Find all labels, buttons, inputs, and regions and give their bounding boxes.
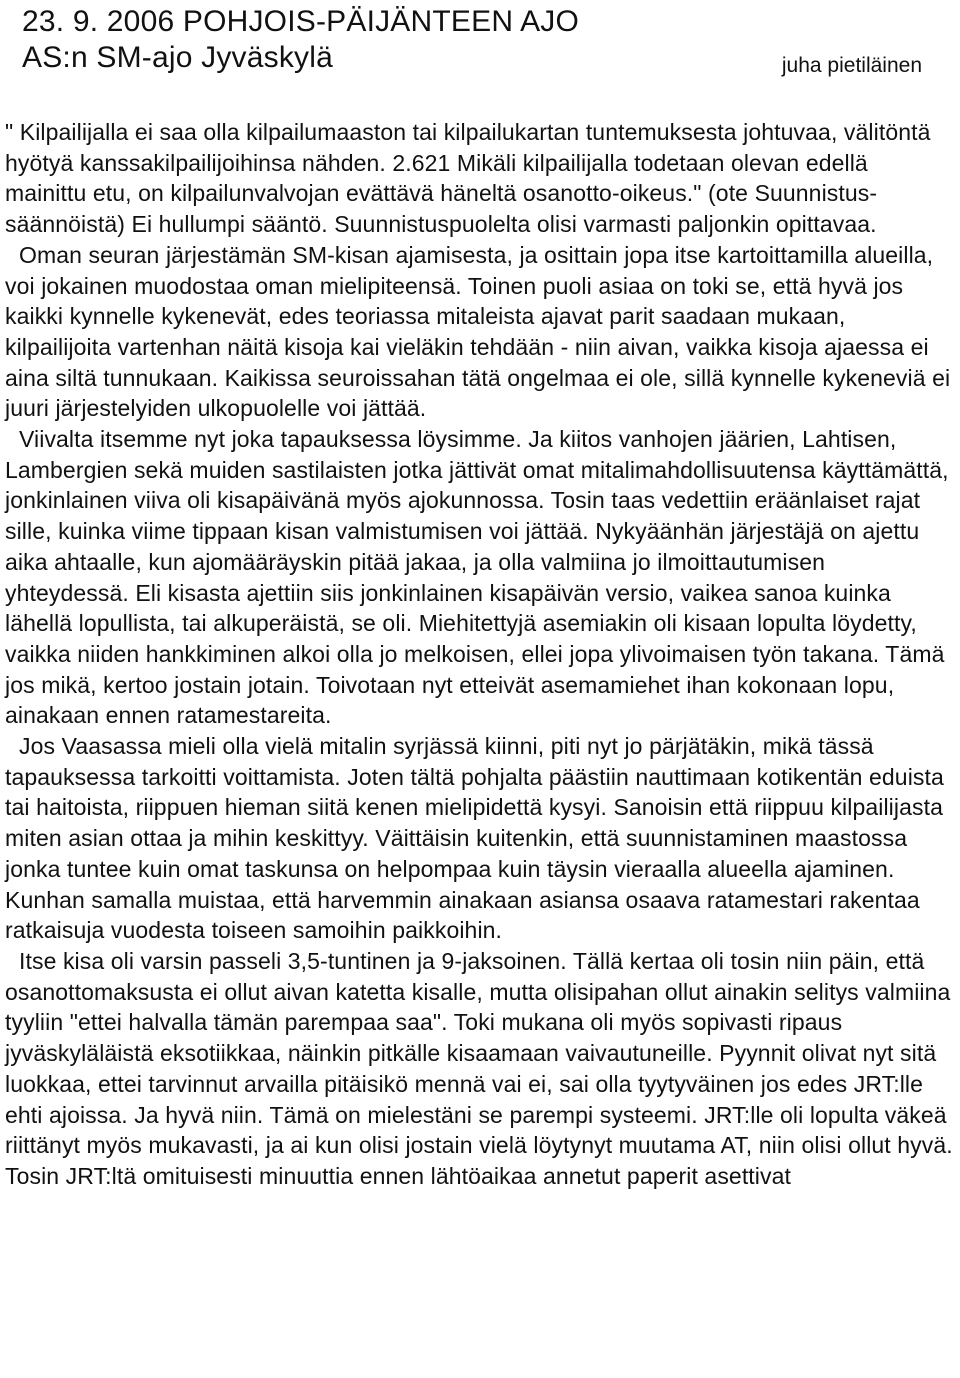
author-name: juha pietiläinen <box>781 54 922 77</box>
paragraph-4: Jos Vaasassa mieli olla vielä mitalin syrjässä kiinni, piti nyt jo pärjätäkin, mikä tässä tapauksessa tarkoitti voittamista. Joten tältä pohjalta päästiin nauttimaan kotikentän eduista tai haitoista, riippuen hieman siitä kenen mielipidettä kysyi. Sanoisin että riippuu kilpailijasta miten asian ottaa ja mihin keskittyy. Väittäisin kuitenkin, että suunnistaminen maastossa jonka tuntee kuin omat taskunsa on helpompaa kuin täysin vieraalla alueella ajaminen. Kunhan samalla muistaa, että harvemmin ainakaan asiansa osaava ratamestari rakentaa ratkaisuja vuodesta toiseen samoihin paikkoihin. <box>5 733 944 944</box>
paragraph-5: Itse kisa oli varsin passeli 3,5-tuntinen ja 9-jaksoinen. Tällä kertaa oli tosin niin päin, että osanottomaksusta ei ollut aivan katetta kisalle, mutta olisipahan ollut ainakin selitys valmiina tyyliin "ettei halvalla tämän parempaa saa". Toki mukana oli myös sopivasti ripaus jyväskyläläistä eksotiikkaa, näinkin pitkälle kisaamaan vaivautuneille. Pyynnit olivat nyt sitä luokkaa, ettei tarvinnut arvailla pitäisikö mennä vai ei, sai olla tyytyväinen jos edes JRT:lle ehti ajoissa. Ja hyvä niin. Tämä on mielestäni se parempi systeemi. JRT:lle oli lopulta väkeä riittänyt myös mukavasti, ja ai kun olisi jostain vielä löytynyt muutama AT, niin olisi ollut hyvä. Tosin JRT:ltä omituisesti minuuttia ennen lähtöaikaa annetut paperit asettivat <box>5 947 953 1189</box>
article-body <box>5 117 955 1192</box>
title-date-event: 23. 9. 2006 POHJOIS-PÄIJÄNTEEN AJO <box>22 5 580 38</box>
paragraph-3: Viivalta itsemme nyt joka tapauksessa löysimme. Ja kiitos vanhojen jäärien, Lahtisen, Lambergien sekä muiden sastilaisten jotka jättivät omat mitalimahdollisuutensa käyttämättä, jonkinlainen viiva oli kisapäivänä myös ajokunnossa. Tosin taas vedettiin eräänlaiset rajat sille, kuinka viime tippaan kisan valmistumisen voi jättää. Nykyäänhän järjestäjä on ajettu aika ahtaalle, kun ajomääräyskin pitää jakaa, ja olla valmiina jo ilmoittautumisen yhteydessä. Eli kisasta ajettiin siis jonkinlainen kisapäivän versio, vaikea sanoa kuinka lähellä lopullista, tai alkuperäistä, se oli. Miehitettyjä asemiakin oli kisaan lopulta löydetty, vaikka niiden hankkiminen alkoi olla jo melkoisen, ellei jopa ylivoimaisen työn takana. Tämä jos mikä, kertoo jostain jotain. Toivotaan nyt etteivät asemamiehet ihan kokonaan lopu, ainakaan ennen ratamestareita. <box>5 426 949 729</box>
paragraph-2: Oman seuran järjestämän SM-kisan ajamisesta, ja osittain jopa itse kartoittamilla alueilla, voi jokainen muodostaa oman mielipiteensä. Toinen puoli asiaa on toki se, että hyvä jos kaikki kynnelle kykenevät, edes teoriassa mitaleista ajavat parit saadaan mukaan, kilpailijoita vartenhan näitä kisoja kai vieläkin tehdään - niin aivan, vaikka kisoja ajaessa ei aina siltä tunnukaan. Kaikissa seuroissahan tätä ongelmaa ei ole, sillä kynnelle kykeneviä ei juuri järjestelyiden ulkopuolelle voi jättää. <box>5 241 951 422</box>
title-subtitle: AS:n SM-ajo Jyväskylä <box>22 41 333 74</box>
paragraph-1: " Kilpailijalla ei saa olla kilpailumaaston tai kilpailukartan tuntemuksesta johtuvaa, välitöntä hyötyä kanssakilpailijoihinsa nähden. 2.621 Mikäli kilpailijalla todetaan olevan edellä mainittu etu, on kilpailunvalvojan evättävä häneltä osanotto-oikeus." (ote Suunnistus-säännöistä) Ei hullumpi sääntö. Suunnistuspuolelta olisi varmasti paljonkin opittavaa. <box>5 119 931 238</box>
